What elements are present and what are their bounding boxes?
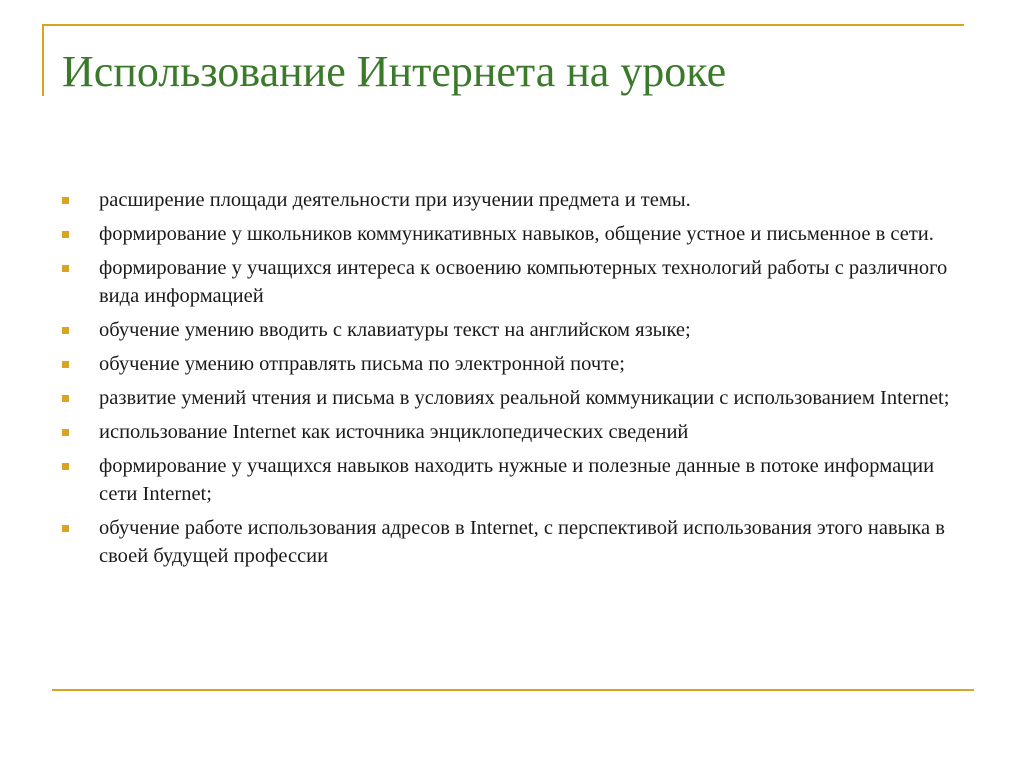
bullet-text: использование Internet как источника энциклопедических сведений — [99, 421, 689, 443]
bullet-item — [62, 220, 962, 248]
square-bullet-icon — [62, 463, 69, 470]
bullet-text: обучение умению вводить с клавиатуры текст на английском языке; — [99, 319, 691, 341]
bullet-item — [62, 316, 962, 344]
square-bullet-icon — [62, 361, 69, 368]
bullet-text: формирование у учащихся интереса к освоению компьютерных технологий работы с различного вида информацией — [99, 257, 948, 307]
bullet-item — [62, 418, 962, 446]
square-bullet-icon — [62, 197, 69, 204]
bullet-text: обучение умению отправлять письма по электронной почте; — [99, 353, 625, 375]
square-bullet-icon — [62, 395, 69, 402]
bullet-text: формирование у школьников коммуникативных навыков, общение устное и письменное в сети. — [99, 223, 934, 245]
bullet-text: обучение работе использования адресов в Internet, с перспективой использования этого навыка в своей будущей профессии — [99, 517, 945, 567]
frame-left-line — [42, 24, 44, 96]
square-bullet-icon — [62, 265, 69, 272]
bullet-item — [62, 186, 962, 214]
bullet-item — [62, 514, 962, 570]
bullet-item — [62, 350, 962, 378]
bullet-list — [62, 186, 962, 576]
square-bullet-icon — [62, 429, 69, 436]
bullet-item — [62, 384, 962, 412]
bullet-text: развитие умений чтения и письма в условиях реальной коммуникации с использованием Internet; — [99, 387, 950, 409]
square-bullet-icon — [62, 327, 69, 334]
frame-bottom-line — [52, 689, 974, 691]
square-bullet-icon — [62, 525, 69, 532]
slide-title: Использование Интернета на уроке — [62, 47, 727, 96]
bullet-text: формирование у учащихся навыков находить нужные и полезные данные в потоке информации сети Internet; — [99, 455, 935, 505]
bullet-item — [62, 254, 962, 310]
frame-top-line — [42, 24, 964, 26]
square-bullet-icon — [62, 231, 69, 238]
bullet-text: расширение площади деятельности при изучении предмета и темы. — [99, 189, 691, 211]
bullet-item — [62, 452, 962, 508]
